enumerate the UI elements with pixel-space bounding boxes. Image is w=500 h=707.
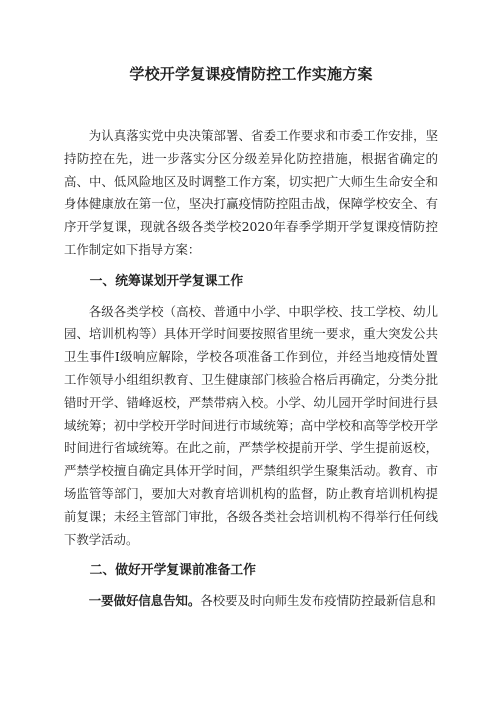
section-1-paragraph: 各级各类学校（高校、普通中小学、中职学校、技工学校、幼儿园、培训机构等）具体开学时间要按照省里统一要求，重大突发公共卫生事件Ⅰ级响应解除，学校各项准备工作到位，并经当地疫情处置工作领导小组组织教育、卫生健康部门核验合格后再确定，分类分批错时开学、错峰返校，严禁带病入校。小学、幼儿园开学时间进行县域统筹；初中学校开学时间进行市域统筹；高中学校和高等学校开学时间进行省域统筹。在此之前，严禁学校提前开学、学生提前返校，严禁学校擅自确定具体开学时间，严禁组织学生聚集活动。教育、市场监管等部门，要加大对教育培训机构的监督，防止教育培训机构提前复课；未经主管部门审批，各级各类社会培训机构不得举行任何线下教学活动。 xyxy=(64,303,438,547)
document-title: 学校开学复课疫情防控工作实施方案 xyxy=(129,65,373,83)
intro-paragraph: 为认真落实党中央决策部署、省委工作要求和市委工作安排，坚持防控在先，进一步落实分区分级差异化防控措施，根据省确定的高、中、低风险地区及时调整工作方案，切实把广大师生生命安全和身体健康放在第一位，坚决打赢疫情防控阻击战，保障学校安全、有序开学复课，现就各级各类学校2020年春季学期开学复课疫情防控工作制定如下指导方案： xyxy=(64,128,438,257)
section-2-paragraph xyxy=(64,590,438,613)
section-2-body: 各校要及时向师生发布疫情防控最新信息和 xyxy=(200,593,436,609)
section-2-heading: 二、做好开学复课前准备工作 xyxy=(89,563,256,579)
section-2-lead: 一要做好信息告知。 xyxy=(88,593,201,609)
section-1-heading: 一、统筹谋划开学复课工作 xyxy=(89,273,244,289)
